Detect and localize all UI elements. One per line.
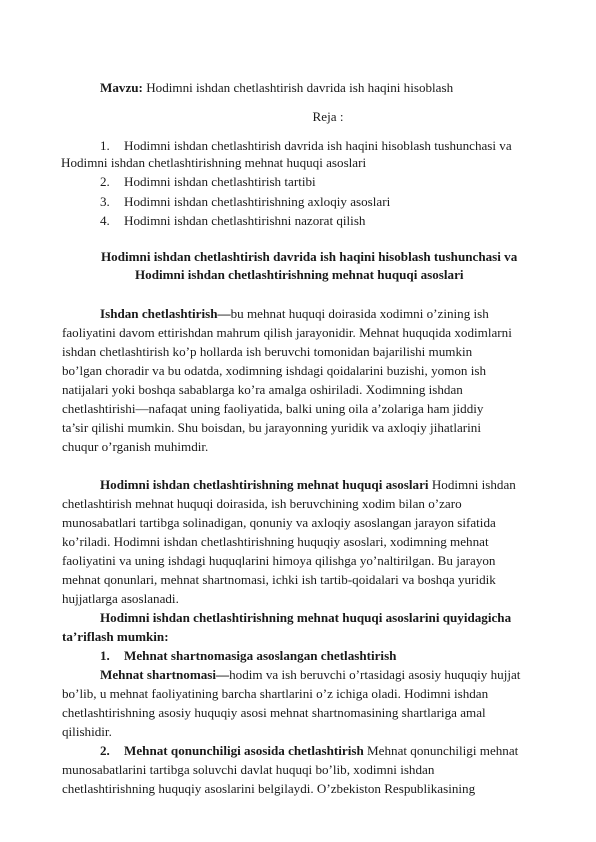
plan-item-2-text: Hodimni ishdan chetlashtirish tartibi [124,174,316,189]
topic-text: Hodimni ishdan chetlashtirish davrida ish haqini hisoblash [142,80,454,95]
plan-item-2-number: 2. [100,174,110,189]
para3-line-1: Hodimni ishdan chetlashtirishning mehnat huquqi asoslarini quyidagicha [100,610,512,625]
plan-item-1-text: Hodimni ishdan chetlashtirish davrida ish haqini hisoblash tushunchasi va [124,138,512,153]
para2-line-5: faoliyatini va uning ishdagi huquqlarini himoya qilishga yo’naltirilgan. Bu jarayon [62,553,496,568]
para2-line-7: hujjatlarga asoslanadi. [62,591,179,606]
item2-title: Mehnat qonunchiligi asosida chetlashtirish [124,743,364,758]
para2-title: Hodimni ishdan chetlashtirishning mehnat huquqi asoslari [100,477,429,492]
plan-title: Reja : [312,109,344,124]
plan-item-4-text: Hodimni ishdan chetlashtirishni nazorat qilish [124,213,366,228]
para1-line-8: chuqur o’rganish muhimdir. [62,439,209,454]
para1-line-3: ishdan chetlashtirish ko’p hollarda ish beruvchi tomonidan bajarilishi mumkin [62,344,473,359]
para4-line-4: qilishidir. [62,724,112,739]
para1-line-4: bo’lgan choradir va bu odatda, xodimning ishdagi qoidalarini buzishi, yomon ish [62,363,487,378]
plan-item-1-number: 1. [100,138,110,153]
para3-line-2: ta’riflash mumkin: [62,629,169,644]
item2-line-2: munosabatlarini tartibga soluvchi davlat huquqi bo’lib, xodimni ishdan [62,762,435,777]
para1-dash: — [217,306,231,321]
para4-dash: — [216,667,230,682]
section-heading-line-2: Hodimni ishdan chetlashtirishning mehnat huquqi asoslari [135,267,464,282]
para2-line-1 [100,477,596,493]
para4-line-3: chetlashtirishning asosiy huquqiy asosi mehnat shartnomasining shartlariga amal [62,705,486,720]
para1-line-7: ta’sir qilishi mumkin. Shu boisdan, bu jarayonning yuridik va axloqiy jihatlarini [62,420,481,435]
para1-line-2: faoliyatini davom ettirishdan mahrum qilish jarayonidir. Mehnat huquqida xodimlarni [62,325,512,340]
para1-line-5: natijalari yoki boshqa sabablarga ko’ra amalga oshiriladi. Xodimning ishdan [62,382,463,397]
para1-line-6: chetlashtirishi—nafaqat uning faoliyatida, balki uning oila a’zolariga ham jiddiy [62,401,484,416]
para2-line-4: ko’riladi. Hodimni ishdan chetlashtirishning huquqiy asoslari, xodimning mehnat [62,534,489,549]
para1-text: bu mehnat huquqi doirasida xodimni o’zining ish [230,306,489,321]
para2-line-6: mehnat qonunlari, mehnat shartnomasi, ichki ish tartib-qoidalari va boshqa yuridik [62,572,496,587]
para4-term: Mehnat shartnomasi [100,667,217,682]
item1-title: Mehnat shartnomasiga asoslangan chetlashtirish [124,648,397,663]
section-heading-line-1: Hodimni ishdan chetlashtirish davrida ish haqini hisoblash tushunchasi va [101,249,518,264]
para4-text: hodim va ish beruvchi o’rtasidagi asosiy huquqiy hujjat [229,667,521,682]
plan-item-3-number: 3. [100,194,110,209]
item2-text: Mehnat qonunchiligi mehnat [363,743,519,758]
item1-number: 1. [100,648,110,663]
item2-number: 2. [100,743,110,758]
para2-text: Hodimni ishdan [428,477,516,492]
item2-line-3: chetlashtirishning huquqiy asoslarini belgilaydi. O’zbekiston Respublikasining [62,781,476,796]
para1-line-1 [100,306,596,322]
topic-line [100,80,596,96]
topic-label: Mavzu: [100,80,143,95]
item2-line-1 [124,743,596,759]
para2-line-2: chetlashtirish mehnat huquqi doirasida, ish beruvchining xodim bilan o’zaro [62,496,462,511]
plan-item-4-number: 4. [100,213,110,228]
para4-line-1 [100,667,596,683]
para1-term: Ishdan chetlashtirish [100,306,218,321]
para2-line-3: munosabatlari tartibga solinadigan, qonuniy va axloqiy asoslangan jarayon sifatida [62,515,496,530]
para4-line-2: bo’lib, u mehnat faoliyatining barcha shartlarini o’z ichiga oladi. Hodimni ishdan [62,686,489,701]
plan-item-3-text: Hodimni ishdan chetlashtirishning axloqiy asoslari [124,194,391,209]
plan-item-1-continuation: Hodimni ishdan chetlashtirishning mehnat huquqi asoslari [61,155,367,170]
